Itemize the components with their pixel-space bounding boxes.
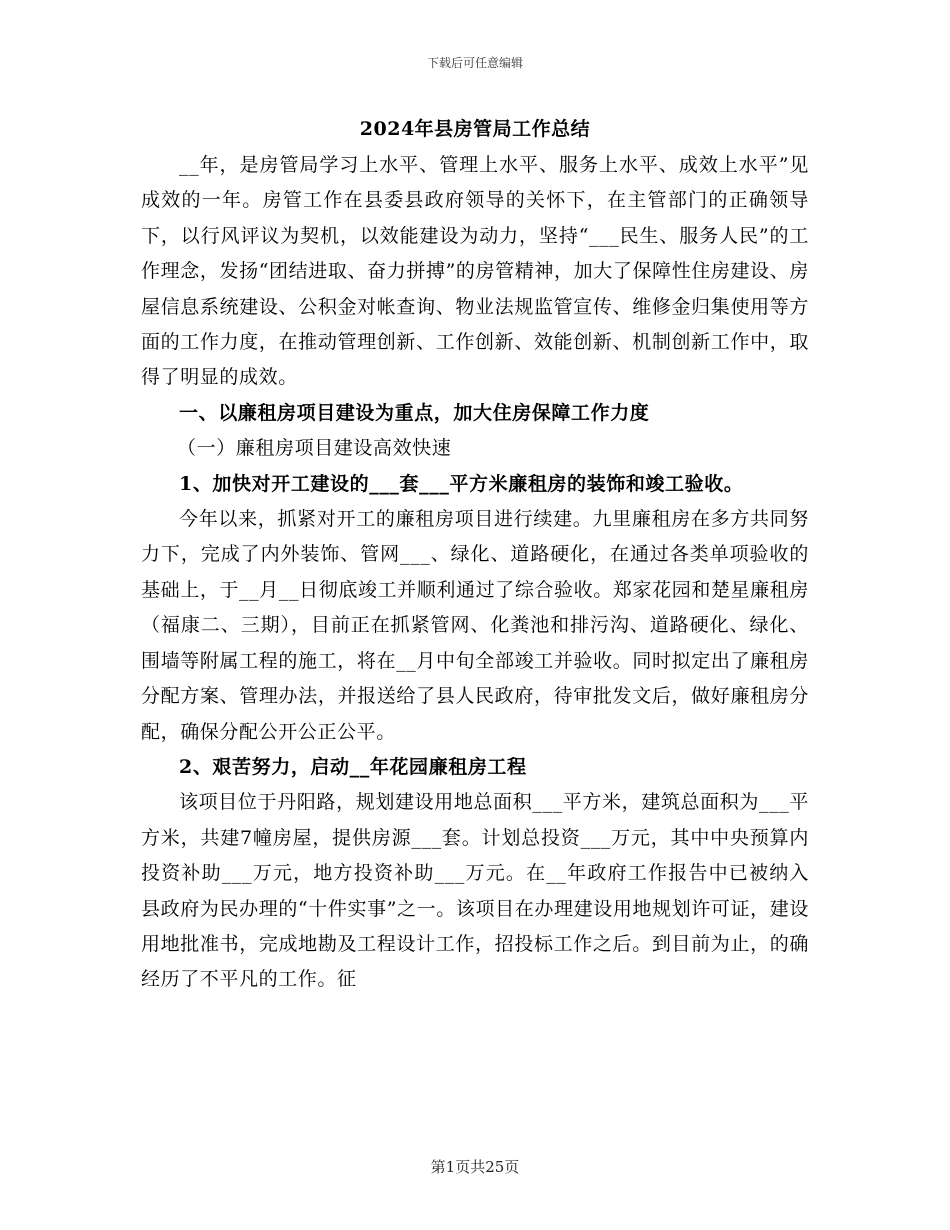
- page-number: 第1页共25页: [430, 1158, 520, 1176]
- item-heading-2: 2、艰苦努力，启动__年花园廉租房工程: [179, 755, 527, 778]
- section-heading-1: 一、以廉租房项目建设为重点，加大住房保障工作力度: [179, 401, 650, 424]
- item-heading-1: 1、加快对开工建设的___套___平方米廉租房的装饰和竣工验收。: [179, 472, 744, 495]
- download-note: 下载后可任意编辑: [426, 56, 523, 70]
- intro-paragraph: __年，是房管局学习上水平、管理上水平、服务上水平、成效上水平”见成效的一年。房管工作在县委县政府领导的关怀下，在主管部门的正确领导下，以行风评议为契机，以效能建设为动力，坚持“___民生、服务人民”的工作理念，发扬“团结进取、奋力拼搏”的房管精神，加大了保障性住房建设、房屋信息系统建设、公积金对帐查询、物业法规监管宣传、维修金归集使用等方面的工作力度，在推动管理创新、工作创新、效能创新、机制创新工作中，取得了明显的成效。: [141, 154, 809, 389]
- document-body: [141, 148, 809, 998]
- item-paragraph-2: 该项目位于丹阳路，规划建设用地总面积___平方米，建筑总面积为___平方米，共建7幢房屋，提供房源___套。计划总投资___万元，其中中央预算内投资补助___万元，地方投资补助___万元。在__年政府工作报告中已被纳入县政府为民办理的“十件实事”之一。该项目在办理建设用地规划许可证，建设用地批准书，完成地勘及工程设计工作，招投标工作之后。到目前为止，的确经历了不平凡的工作。征: [141, 791, 809, 991]
- document-title: 2024年县房管局工作总结: [359, 118, 591, 140]
- subsection-heading-1: （一）廉租房项目建设高效快速: [177, 437, 452, 460]
- item-paragraph-1: 今年以来，抓紧对开工的廉租房项目进行续建。九里廉租房在多方共同努力下，完成了内外装饰、管网___、绿化、道路硬化，在通过各类单项验收的基础上，于__月__日彻底竣工并顺利通过了综合验收。郑家花园和楚星廉租房（福康二、三期），目前正在抓紧管网、化粪池和排污沟、道路硬化、绿化、围墙等附属工程的施工，将在__月中旬全部竣工并验收。同时拟定出了廉租房分配方案、管理办法，并报送给了县人民政府，待审批发文后，做好廉租房分配，确保分配公开公正公平。: [141, 508, 809, 743]
